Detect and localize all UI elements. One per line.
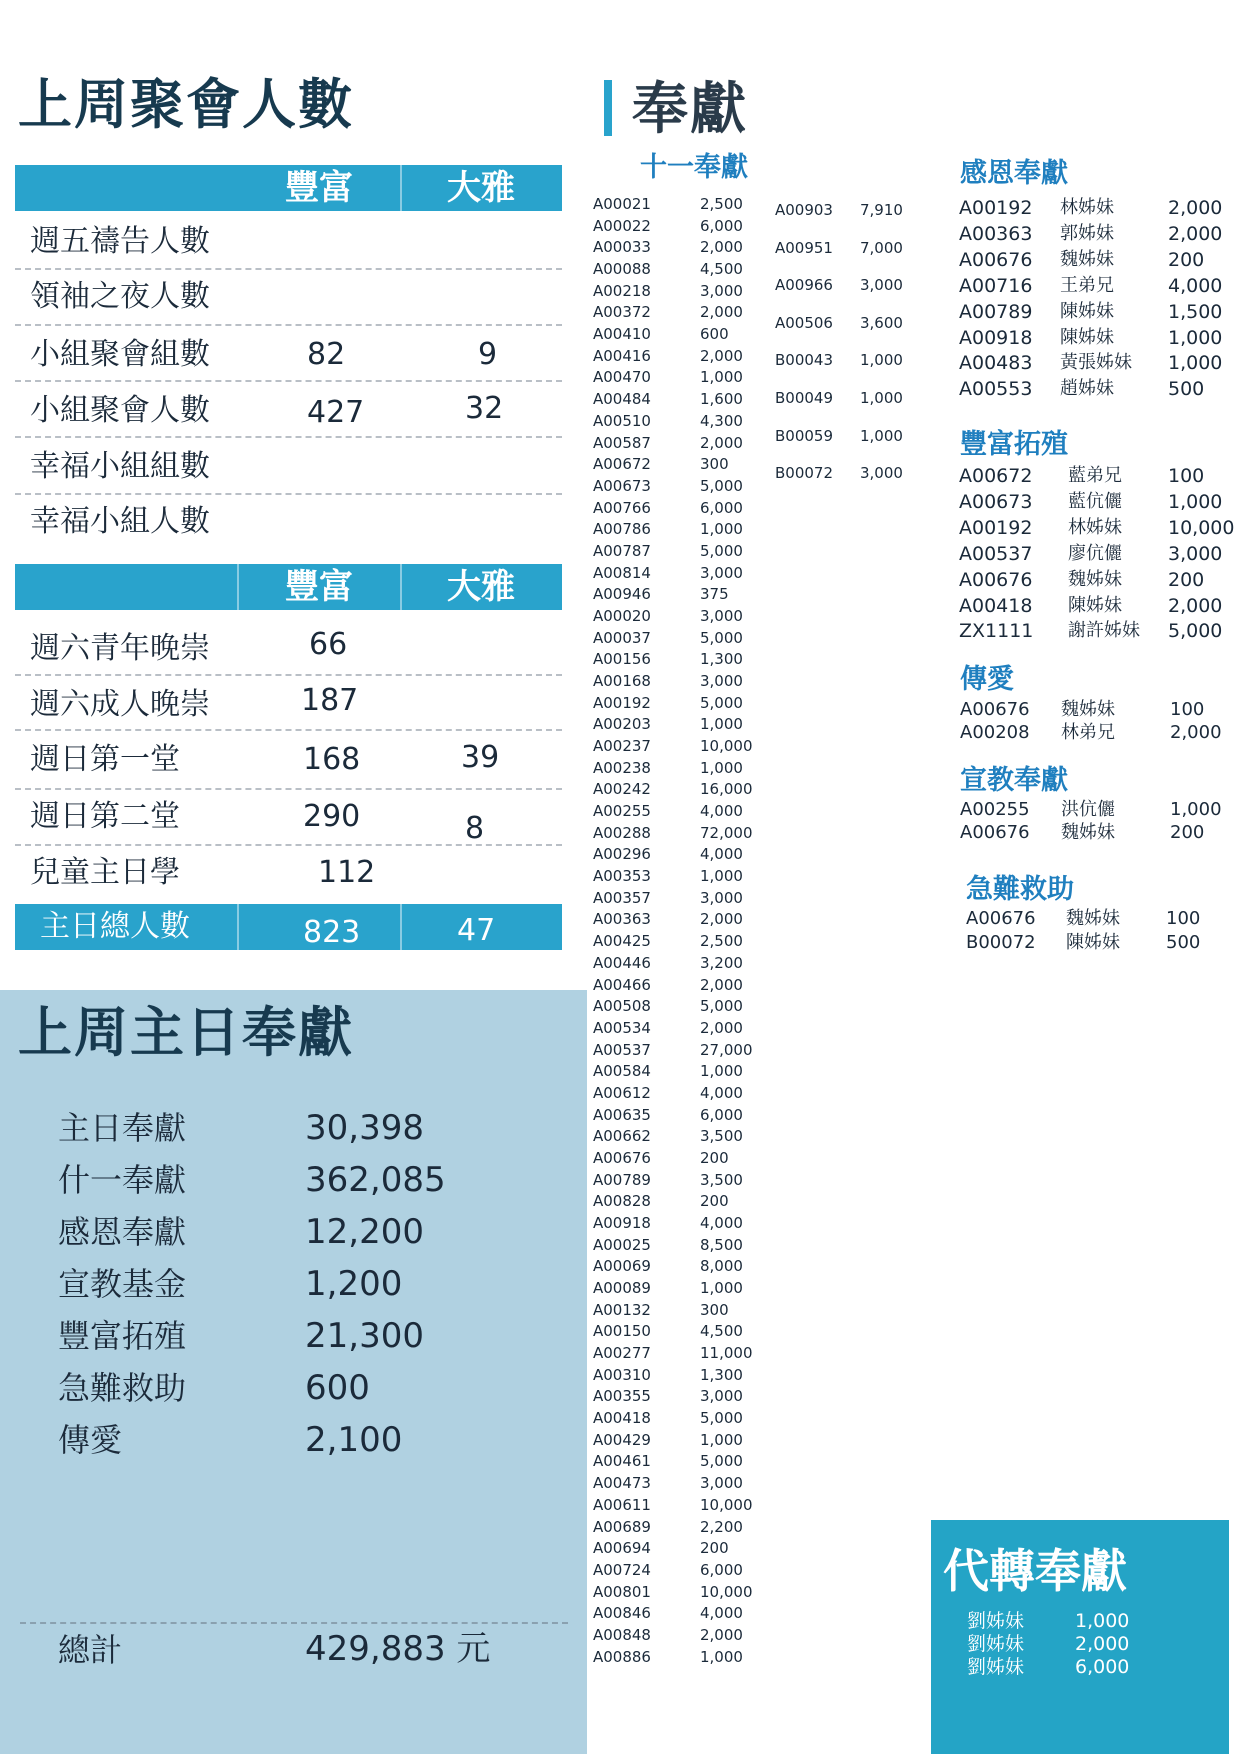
tithe-amount: 1,300 [700, 650, 743, 669]
summary-item-value: 362,085 [305, 1160, 446, 1200]
attendance-row [15, 382, 562, 438]
tithe-amount: 3,000 [700, 563, 743, 582]
donor-name: 林弟兄 [1061, 721, 1115, 743]
section-title: 急難救助 [966, 874, 1074, 905]
row-label: 領袖之夜人數 [30, 279, 210, 314]
donor-id: A00716 [959, 274, 1033, 297]
attendance-row [15, 618, 562, 676]
tithe-id: A00238 [593, 758, 651, 777]
donor-name: 黃張姊妹 [1060, 352, 1132, 374]
tithe-id: A00020 [593, 606, 651, 625]
offering-title-bar [604, 80, 612, 136]
tithe-id: A00355 [593, 1387, 651, 1406]
tithe-id: A00510 [593, 411, 651, 430]
tithe-id: A00506 [775, 313, 833, 332]
row-label: 週日第二堂 [30, 799, 180, 834]
tithe-amount: 1,000 [700, 1430, 743, 1449]
column-header-fengfu: 豐富 [285, 168, 353, 208]
tithe-amount: 1,000 [860, 426, 903, 445]
attendance-row [15, 270, 562, 326]
tithe-amount: 2,000 [700, 910, 743, 929]
tithe-amount: 300 [700, 455, 729, 474]
tithe-amount: 6,000 [700, 1105, 743, 1124]
tithe-id: B00072 [775, 464, 834, 483]
row-label: 週日第一堂 [30, 742, 180, 777]
tithe-id: A00766 [593, 498, 651, 517]
tithe-amount: 1,000 [700, 1279, 743, 1297]
donor-id: A00192 [959, 516, 1033, 539]
summary-item-label: 急難救助 [58, 1369, 187, 1407]
summary-total-label: 總計 [58, 1631, 123, 1669]
value-daya: 32 [465, 391, 504, 426]
attendance-header-2 [15, 564, 562, 610]
tithe-id: A00203 [593, 715, 651, 734]
donor-name: 謝許姊妹 [1068, 620, 1140, 642]
tithe-amount: 5,000 [700, 1409, 743, 1428]
tithe-id: A00416 [593, 346, 651, 365]
tithe-amount: 3,000 [860, 464, 903, 483]
forward-name: 劉姊妹 [967, 1610, 1025, 1632]
tithe-amount: 1,000 [700, 1062, 743, 1081]
total-value-fengfu: 823 [303, 915, 361, 950]
tithe-amount: 4,500 [700, 260, 743, 278]
tithe-amount: 3,200 [700, 953, 743, 972]
summary-item-label: 宣教基金 [58, 1265, 187, 1303]
tithe-amount: 5,000 [700, 1452, 743, 1471]
tithe-amount: 5,000 [700, 541, 743, 560]
donor-amount: 500 [1168, 378, 1205, 401]
tithe-id: A00192 [593, 693, 651, 712]
tithe-id: A00694 [593, 1539, 651, 1558]
tithe-id: A00848 [593, 1625, 651, 1644]
tithe-id: A00918 [593, 1214, 651, 1232]
tithe-amount: 5,000 [700, 693, 743, 712]
summary-item-label: 傳愛 [58, 1421, 123, 1459]
tithe-amount: 27,000 [700, 1040, 753, 1059]
tithe-id: A00966 [775, 276, 833, 295]
donor-id: A00483 [959, 352, 1033, 375]
attendance-header-1 [15, 165, 562, 211]
tithe-amount: 4,000 [700, 1083, 743, 1102]
tithe-amount: 4,000 [700, 1214, 743, 1232]
forwarded-offering-title: 代轉奉獻 [943, 1544, 1127, 1598]
tithe-id: A00611 [593, 1495, 651, 1514]
donor-name: 林姊妹 [1068, 516, 1122, 538]
tithe-amount: 7,000 [860, 238, 903, 257]
summary-item-value: 2,100 [305, 1420, 403, 1460]
tithe-id: A00446 [593, 953, 651, 972]
tithe-amount: 16,000 [700, 780, 753, 799]
donor-name: 洪伉儷 [1061, 799, 1115, 820]
tithe-amount: 3,600 [860, 313, 903, 332]
value-daya: 39 [461, 740, 500, 775]
tithe-id: A00310 [593, 1365, 651, 1384]
tithe-amount: 8,500 [700, 1235, 743, 1254]
attendance-row [15, 215, 562, 270]
donor-amount: 200 [1170, 821, 1205, 843]
column-header-fengfu: 豐富 [285, 567, 353, 607]
tithe-id: A00037 [593, 628, 651, 647]
attendance-row [15, 790, 562, 846]
row-label: 幸福小組人數 [30, 504, 210, 539]
tithe-id: A00425 [593, 932, 651, 951]
total-value-daya: 47 [457, 913, 496, 948]
value-fengfu: 112 [318, 855, 376, 890]
donor-name: 魏姊妹 [1060, 248, 1114, 270]
donor-amount: 4,000 [1168, 274, 1223, 297]
donor-name: 藍伉儷 [1068, 490, 1122, 512]
attendance-row [15, 731, 562, 790]
tithe-amount: 200 [700, 1192, 729, 1211]
donor-name: 藍弟兄 [1068, 465, 1122, 486]
value-fengfu: 82 [307, 337, 346, 372]
donor-amount: 100 [1170, 699, 1205, 720]
tithe-id: A00089 [593, 1279, 651, 1297]
tithe-id: A00150 [593, 1322, 651, 1341]
row-label: 幸福小組組數 [30, 449, 210, 484]
summary-item-value: 600 [305, 1368, 370, 1408]
donor-id: A00789 [959, 300, 1033, 323]
tithe-amount: 3,000 [700, 1474, 743, 1493]
summary-item-value: 1,200 [305, 1264, 403, 1304]
tithe-id: A00786 [593, 520, 651, 539]
tithe-id: A00801 [593, 1582, 651, 1601]
summary-item-label: 豐富拓殖 [58, 1317, 187, 1355]
value-fengfu: 427 [307, 395, 365, 430]
tithe-amount: 1,000 [860, 351, 903, 370]
forward-amount: 6,000 [1075, 1656, 1130, 1678]
tithe-amount: 1,300 [700, 1365, 743, 1384]
tithe-id: A00429 [593, 1430, 651, 1449]
column-header-daya: 大雅 [447, 567, 515, 607]
donor-amount: 1,000 [1168, 490, 1223, 513]
donor-id: A00673 [959, 490, 1033, 513]
donor-name: 廖伉儷 [1068, 542, 1122, 564]
tithe-id: A00587 [593, 433, 651, 452]
tithe-id: A00242 [593, 780, 651, 799]
row-label: 小組聚會組數 [30, 337, 210, 372]
donor-amount: 1,000 [1170, 799, 1222, 820]
donor-amount: 1,000 [1168, 352, 1223, 375]
forward-name: 劉姊妹 [967, 1633, 1025, 1655]
donor-amount: 3,000 [1168, 542, 1223, 565]
donor-id: A00363 [959, 222, 1033, 245]
donor-name: 王弟兄 [1060, 274, 1114, 296]
donor-amount: 2,000 [1168, 197, 1223, 219]
tithe-amount: 8,000 [700, 1257, 743, 1276]
tithe-id: A00069 [593, 1257, 651, 1276]
tithe-amount: 4,000 [700, 845, 743, 864]
tithe-amount: 10,000 [700, 1495, 753, 1514]
tithe-id: A00612 [593, 1083, 651, 1102]
summary-item-label: 主日奉獻 [58, 1109, 187, 1147]
tithe-amount: 2,000 [700, 238, 743, 257]
tithe-amount: 1,600 [700, 390, 743, 409]
tithe-amount: 6,000 [700, 216, 743, 235]
row-label: 週六成人晚崇 [30, 687, 210, 722]
attendance-total-row [15, 904, 562, 950]
attendance-row [15, 495, 562, 545]
tithe-amount: 3,000 [860, 276, 903, 295]
tithe-amount: 4,500 [700, 1322, 743, 1341]
donor-id: A00676 [960, 821, 1030, 843]
tithe-id: A00288 [593, 823, 651, 842]
donor-id: A00255 [960, 799, 1030, 820]
tithe-id: B00059 [775, 426, 834, 445]
tithe-id: A00033 [593, 238, 651, 257]
tithe-id: A00672 [593, 455, 651, 474]
tithe-id: A00676 [593, 1148, 651, 1167]
tithe-amount: 200 [700, 1539, 729, 1558]
section-title: 宣教奉獻 [960, 765, 1068, 796]
attendance-row [15, 438, 562, 495]
value-daya: 8 [465, 811, 485, 846]
donor-name: 陳姊妹 [1060, 326, 1114, 348]
tithe-id: A00814 [593, 563, 651, 582]
tithe-id: A00156 [593, 650, 651, 669]
tithe-amount: 2,000 [700, 1625, 743, 1644]
tithe-id: A00021 [593, 195, 651, 213]
tithe-amount: 10,000 [700, 737, 753, 755]
value-fengfu: 168 [303, 742, 361, 777]
donor-id: A00676 [959, 568, 1033, 591]
tithe-id: A00584 [593, 1062, 651, 1081]
forward-amount: 2,000 [1075, 1633, 1130, 1655]
donor-id: A00537 [959, 542, 1033, 565]
tithe-amount: 7,910 [860, 201, 903, 219]
tithe-id: B00043 [775, 351, 834, 370]
donor-id: A00676 [966, 908, 1036, 929]
tithe-id: A00088 [593, 260, 651, 278]
donor-name: 魏姊妹 [1061, 821, 1115, 843]
tithe-amount: 3,000 [700, 281, 743, 300]
tithe-amount: 2,000 [700, 346, 743, 365]
donor-amount: 10,000 [1168, 516, 1235, 539]
tithe-amount: 2,000 [700, 1018, 743, 1037]
donor-amount: 5,000 [1168, 620, 1223, 643]
donor-amount: 2,000 [1168, 222, 1223, 245]
tithe-id: A00903 [775, 201, 833, 219]
tithe-id: A00357 [593, 888, 651, 907]
donor-amount: 100 [1166, 908, 1201, 929]
tithe-amount: 4,300 [700, 411, 743, 430]
tithe-amount: 2,000 [700, 433, 743, 452]
donor-id: A00553 [959, 378, 1033, 401]
band-divider [237, 564, 239, 610]
tithe-id: A00277 [593, 1344, 651, 1362]
tithe-id: A00484 [593, 390, 651, 409]
donor-name: 魏姊妹 [1068, 568, 1122, 590]
row-label: 週五禱告人數 [30, 224, 210, 259]
tithe-amount: 3,000 [700, 888, 743, 907]
total-label: 主日總人數 [40, 909, 190, 944]
tithe-amount: 4,000 [700, 802, 743, 820]
tithe-amount: 2,000 [700, 303, 743, 322]
tithe-id: A00951 [775, 238, 833, 257]
tithe-id: A00132 [593, 1300, 651, 1319]
tithe-id: A00372 [593, 303, 651, 322]
tithe-id: A00022 [593, 216, 651, 235]
row-label: 兒童主日學 [30, 855, 180, 890]
donor-id: A00418 [959, 594, 1033, 617]
tithe-title: 十一奉獻 [640, 152, 748, 183]
tithe-amount: 4,000 [700, 1604, 743, 1623]
summary-item-value: 12,200 [305, 1212, 424, 1252]
donor-id: A00192 [959, 197, 1033, 219]
tithe-amount: 3,000 [700, 672, 743, 690]
tithe-amount: 200 [700, 1148, 729, 1167]
donor-name: 趙姊妹 [1060, 378, 1114, 400]
tithe-id: A00673 [593, 476, 651, 495]
donor-name: 林姊妹 [1060, 197, 1114, 218]
attendance-title: 上周聚會人數 [18, 73, 354, 136]
tithe-id: A00466 [593, 975, 651, 994]
tithe-amount: 5,000 [700, 628, 743, 647]
tithe-id: A00363 [593, 910, 651, 929]
tithe-amount: 1,000 [860, 389, 903, 407]
band-divider [237, 904, 239, 950]
row-label: 週六青年晚崇 [30, 631, 210, 666]
summary-item-label: 什一奉獻 [58, 1161, 187, 1199]
row-label: 小組聚會人數 [30, 393, 210, 428]
band-divider [400, 904, 402, 950]
tithe-amount: 1,000 [700, 1647, 743, 1666]
summary-item-value: 21,300 [305, 1316, 424, 1356]
tithe-amount: 600 [700, 325, 729, 344]
donor-amount: 200 [1168, 568, 1205, 591]
tithe-id: A00461 [593, 1452, 651, 1471]
attendance-row [15, 676, 562, 731]
tithe-id: A00237 [593, 737, 651, 755]
section-title: 豐富拓殖 [960, 429, 1068, 460]
tithe-amount: 11,000 [700, 1344, 753, 1362]
tithe-amount: 5,000 [700, 997, 743, 1016]
tithe-id: A00470 [593, 368, 651, 387]
value-fengfu: 66 [309, 627, 348, 662]
donor-name: 陳姊妹 [1066, 931, 1120, 953]
offering-title: 奉獻 [632, 77, 748, 142]
summary-item-value: 30,398 [305, 1108, 424, 1148]
tithe-amount: 1,000 [700, 715, 743, 734]
tithe-amount: 300 [700, 1300, 729, 1319]
tithe-amount: 5,000 [700, 476, 743, 495]
tithe-id: A00418 [593, 1409, 651, 1428]
tithe-amount: 1,000 [700, 368, 743, 387]
tithe-amount: 1,000 [700, 867, 743, 886]
tithe-id: A00828 [593, 1192, 651, 1211]
band-divider [400, 564, 402, 610]
tithe-id: A00473 [593, 1474, 651, 1493]
tithe-amount: 3,500 [700, 1127, 743, 1146]
summary-total-value: 429,883 元 [305, 1629, 491, 1669]
donor-id: ZX1111 [959, 620, 1034, 643]
tithe-amount: 3,500 [700, 1170, 743, 1189]
donor-name: 魏姊妹 [1061, 699, 1115, 720]
donor-name: 魏姊妹 [1066, 908, 1120, 929]
section-title: 感恩奉獻 [960, 158, 1068, 189]
value-fengfu: 290 [303, 799, 361, 834]
donor-amount: 2,000 [1170, 721, 1222, 743]
donor-amount: 200 [1168, 248, 1205, 271]
donor-id: B00072 [966, 931, 1036, 953]
tithe-amount: 2,500 [700, 932, 743, 951]
forward-amount: 1,000 [1075, 1610, 1130, 1632]
band-divider [400, 165, 402, 211]
tithe-id: A00353 [593, 867, 651, 886]
tithe-amount: 1,000 [700, 520, 743, 539]
attendance-row [15, 326, 562, 382]
donor-name: 陳姊妹 [1068, 594, 1122, 616]
forwarded-offering-box [931, 1520, 1229, 1754]
section-title: 傳愛 [960, 664, 1014, 695]
value-fengfu: 187 [301, 683, 359, 718]
tithe-id: B00049 [775, 389, 834, 407]
donor-amount: 1,500 [1168, 300, 1223, 323]
tithe-amount: 6,000 [700, 498, 743, 517]
tithe-amount: 3,000 [700, 1387, 743, 1406]
donor-amount: 500 [1166, 931, 1201, 953]
column-header-daya: 大雅 [447, 168, 515, 208]
tithe-id: A00537 [593, 1040, 651, 1059]
tithe-id: A00635 [593, 1105, 651, 1124]
donor-name: 陳姊妹 [1060, 300, 1114, 322]
tithe-amount: 3,000 [700, 606, 743, 625]
donor-amount: 1,000 [1168, 326, 1223, 349]
tithe-id: A00787 [593, 541, 651, 560]
tithe-amount: 375 [700, 585, 729, 604]
tithe-amount: 2,200 [700, 1517, 743, 1536]
tithe-id: A00946 [593, 585, 651, 604]
tithe-id: A00886 [593, 1647, 651, 1666]
tithe-id: A00662 [593, 1127, 651, 1146]
donor-amount: 100 [1168, 465, 1205, 487]
tithe-id: A00846 [593, 1604, 651, 1623]
tithe-amount: 72,000 [700, 823, 753, 842]
summary-divider [20, 1622, 568, 1624]
donor-id: A00918 [959, 326, 1033, 349]
tithe-id: A00296 [593, 845, 651, 864]
summary-item-label: 感恩奉獻 [58, 1213, 187, 1251]
tithe-id: A00508 [593, 997, 651, 1016]
tithe-id: A00255 [593, 802, 651, 820]
attendance-row [15, 846, 562, 900]
tithe-id: A00025 [593, 1235, 651, 1254]
tithe-id: A00724 [593, 1560, 651, 1579]
tithe-id: A00534 [593, 1018, 651, 1037]
tithe-id: A00410 [593, 325, 651, 344]
donor-name: 郭姊妹 [1060, 222, 1114, 244]
donor-amount: 2,000 [1168, 594, 1223, 617]
tithe-amount: 6,000 [700, 1560, 743, 1579]
donor-id: A00676 [960, 699, 1030, 720]
summary-title: 上周主日奉獻 [18, 1001, 354, 1064]
value-daya: 9 [478, 337, 498, 372]
tithe-id: A00168 [593, 672, 651, 690]
tithe-amount: 2,500 [700, 195, 743, 213]
tithe-amount: 2,000 [700, 975, 743, 994]
tithe-id: A00689 [593, 1517, 651, 1536]
tithe-amount: 10,000 [700, 1582, 753, 1601]
donor-id: A00672 [959, 465, 1033, 487]
donor-id: A00676 [959, 248, 1033, 271]
tithe-id: A00789 [593, 1170, 651, 1189]
donor-id: A00208 [960, 721, 1030, 743]
forward-name: 劉姊妹 [967, 1656, 1025, 1678]
tithe-amount: 1,000 [700, 758, 743, 777]
tithe-id: A00218 [593, 281, 651, 300]
